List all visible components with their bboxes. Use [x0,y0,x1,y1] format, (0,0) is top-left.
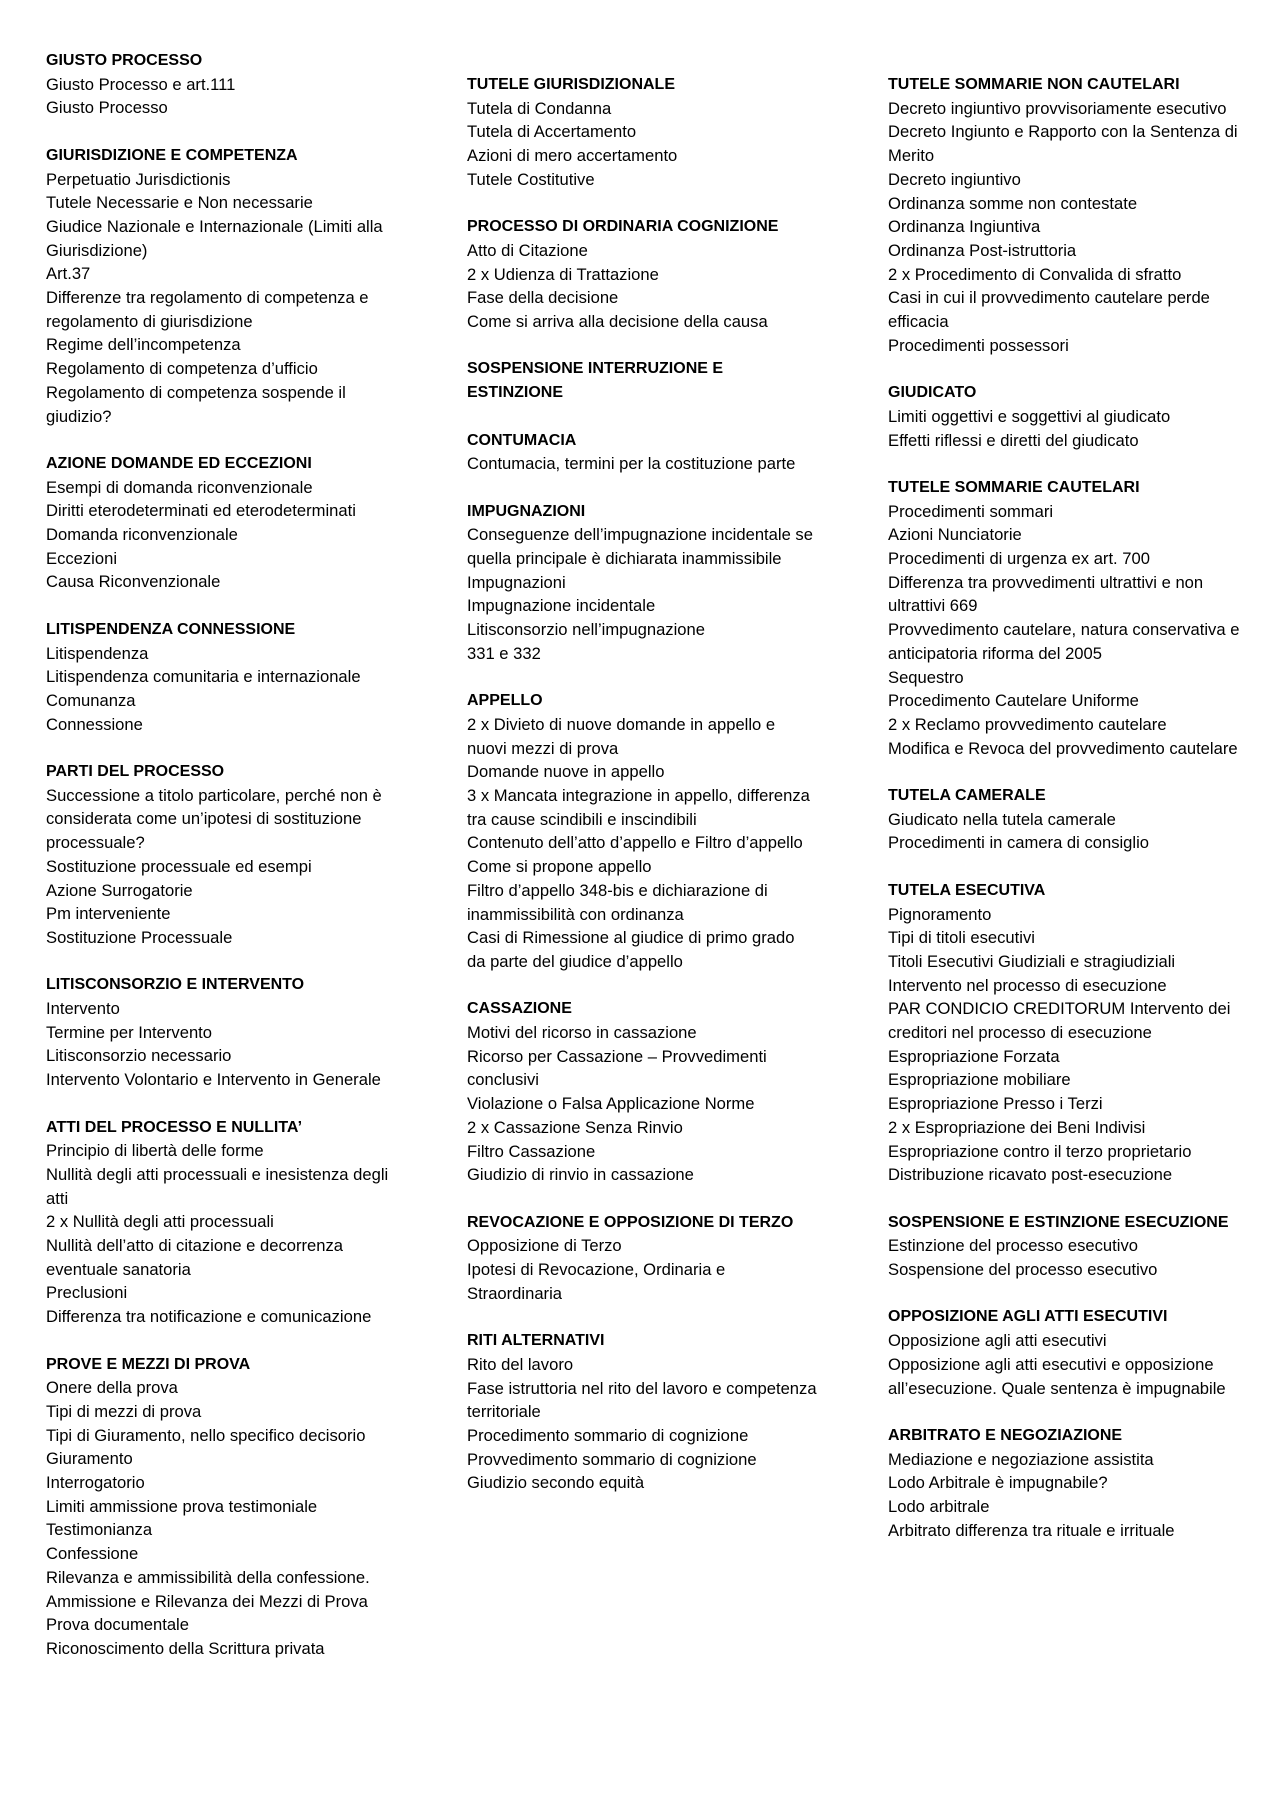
topic-item: Litisconsorzio nell’impugnazione [467,620,705,640]
topic-item: Azioni Nunciatorie [888,525,1022,545]
topic-item: Conseguenze dell’impugnazione incidentale se quella principale è dichiarata inammissibile [467,525,813,568]
topic-item: Giusto Processo e art.111 [46,74,236,94]
topic-item: Tutela di Condanna [467,98,612,118]
topic-list [467,1353,817,1495]
topic-item: Casi di Rimessione al giudice di primo grado da parte del giudice d’appello [467,928,795,971]
topic-item: Connessione [46,714,143,734]
topic-section [888,784,1250,855]
section-heading: GIUSTO PROCESSO [46,52,203,69]
topic-item: 2 x Cassazione Senza Rinvio [467,1117,683,1137]
topic-item: Atto di Citazione [467,240,588,260]
section-heading: ATTI DEL PROCESSO E NULLITA’ [46,1118,303,1136]
section-heading: GIUDICATO [888,384,977,402]
topic-item: Nullità dell’atto di citazione e decorrenza eventuale sanatoria [46,1236,344,1279]
topic-section [467,357,817,404]
topic-item: Preclusioni [46,1283,128,1303]
section-heading: PROVE E MEZZI DI PROVA [46,1355,251,1373]
topic-section [888,1305,1250,1400]
topic-item: Procedimenti possessori [888,335,1069,355]
topic-item: Esempi di domanda riconvenzionale [46,477,313,497]
topic-item: Onere della prova [46,1378,178,1398]
topic-item: Fase istruttoria nel rito del lavoro e competenza territoriale [467,1378,817,1422]
topic-item: Sostituzione Processuale [46,927,233,947]
topic-item: Sequestro [888,667,964,687]
section-heading: TUTELA CAMERALE [888,787,1046,805]
topic-item: Interrogatorio [46,1473,145,1493]
topic-item: Tutele Necessarie e Non necessarie [46,193,313,213]
section-heading: PROCESSO DI ORDINARIA COGNIZIONE [467,218,779,236]
topic-item: Filtro d’appello 348-bis e dichiarazione di inammissibilità con ordinanza [467,880,768,924]
topic-section [46,49,408,120]
column-2 [467,73,817,1519]
topic-item: Litisconsorzio necessario [46,1046,232,1066]
topic-item: Sostituzione processuale ed esempi [46,856,312,876]
topic-item: Giudizio secondo equità [467,1473,645,1493]
section-heading: TUTELE SOMMARIE NON CAUTELARI [888,76,1180,93]
topic-list [888,903,1250,1187]
topic-item: Procedimenti in camera di consiglio [888,833,1150,853]
topic-item: Come si arriva alla decisione della causa [467,312,768,332]
topic-item: Comunanza [46,690,136,710]
topic-item: Opposizione di Terzo [467,1236,622,1256]
section-heading: TUTELA ESECUTIVA [888,881,1046,899]
topic-item: Espropriazione Presso i Terzi [888,1094,1103,1114]
topic-item: Impugnazione incidentale [467,596,656,616]
topic-item: Provvedimento cautelare, natura conservativa e anticipatoria riforma del 2005 [888,620,1240,663]
topic-item: 331 e 332 [467,643,541,663]
topic-list [888,808,1250,855]
topic-list [467,1021,817,1187]
topic-list [46,784,408,950]
topic-section [467,1329,817,1495]
topic-item: Azione Surrogatorie [46,880,193,900]
topic-list [888,500,1250,761]
topic-item: Riconoscimento della Scrittura privata [46,1639,325,1658]
topic-item: Casi in cui il provvedimento cautelare perde efficacia [888,288,1210,332]
section-heading: LITISCONSORZIO E INTERVENTO [46,976,305,994]
topic-item: 2 x Udienza di Trattazione [467,264,659,284]
topic-item: 2 x Procedimento di Convalida di sfratto [888,264,1182,284]
topic-item: Limiti ammissione prova testimoniale [46,1496,318,1516]
topic-item: Procedimenti sommari [888,501,1054,521]
topic-list [467,523,817,665]
section-heading: SOSPENSIONE E ESTINZIONE ESECUZIONE [888,1213,1229,1231]
topic-section [46,760,408,950]
topic-item: Testimonianza [46,1520,153,1540]
topic-item: Ipotesi di Revocazione, Ordinaria e Straordinaria [467,1260,726,1303]
topic-item: Perpetuatio Jurisdictionis [46,169,231,189]
topic-section [888,381,1250,452]
topic-list [888,1329,1250,1400]
topic-item: Domanda riconvenzionale [46,525,238,545]
topic-section [467,689,817,973]
topic-list [46,476,408,595]
topic-item: Modifica e Revoca del provvedimento cautelare [888,738,1238,758]
topic-item: Procedimenti di urgenza ex art. 700 [888,549,1150,569]
topic-item: Pignoramento [888,904,992,924]
topic-item: Azioni di mero accertamento [467,146,678,166]
topic-item: Contumacia, termini per la costituzione parte [467,454,796,474]
topic-list [46,642,408,737]
topic-list [46,997,408,1092]
topic-item: Rilevanza e ammissibilità della confessione. [46,1567,370,1587]
topic-item: 2 x Espropriazione dei Beni Indivisi [888,1117,1146,1137]
topic-item: Sospensione del processo esecutivo [888,1260,1158,1280]
topic-list [46,168,408,429]
section-heading: APPELLO [467,692,543,710]
topic-item: Successione a titolo particolare, perché non è considerata come un’ipotesi di sostituzione processuale? [46,785,382,853]
section-heading: OPPOSIZIONE AGLI ATTI ESECUTIVI [888,1308,1168,1326]
topic-item: Arbitrato differenza tra rituale e irrituale [888,1520,1175,1540]
topic-item: Provvedimento sommario di cognizione [467,1449,757,1469]
topic-list [467,713,817,974]
topic-item: Tipi di Giuramento, nello specifico decisorio [46,1425,366,1445]
topic-item: Ricorso per Cassazione – Provvedimenti conclusivi [467,1046,767,1090]
topic-item: Ammissione e Rilevanza dei Mezzi di Prova [46,1591,368,1611]
section-heading: CONTUMACIA [467,431,577,449]
topic-item: Domande nuove in appello [467,762,665,782]
topic-item: Principio di libertà delle forme [46,1141,264,1161]
topic-section [46,452,408,594]
topic-item: Differenza tra notificazione e comunicazione [46,1307,372,1327]
topic-item: Distribuzione ricavato post-esecuzione [888,1165,1173,1185]
topic-item: 2 x Divieto di nuove domande in appello e nuovi mezzi di prova [467,714,776,758]
topic-list [46,73,408,120]
topic-item: Giusto Processo [46,98,168,118]
topic-item: Giudizio di rinvio in cassazione [467,1165,694,1185]
topic-item: Diritti eterodeterminati ed eterodeterminati [46,501,356,521]
topic-item: Giudice Nazionale e Internazionale (Limiti alla Giurisdizione) [46,216,383,260]
topic-section [467,215,817,334]
topic-item: Opposizione agli atti esecutivi [888,1331,1107,1351]
topic-item: Impugnazioni [467,572,566,592]
topic-section [467,997,817,1187]
section-heading: IMPUGNAZIONI [467,502,586,520]
topic-item: Regolamento di competenza d’ufficio [46,359,318,379]
topic-list [46,1376,408,1660]
topic-item: Filtro Cassazione [467,1141,596,1161]
topic-section [46,144,408,428]
topic-list [888,97,1250,358]
section-heading: PARTI DEL PROCESSO [46,763,225,781]
topic-item: Decreto Ingiunto e Rapporto con la Sentenza di Merito [888,122,1238,166]
topic-item: Come si propone appello [467,857,652,877]
topic-section [888,73,1250,357]
topic-item: 2 x Reclamo provvedimento cautelare [888,714,1167,734]
topic-section [467,73,817,192]
topic-item: Lodo Arbitrale è impugnabile? [888,1473,1108,1493]
topic-item: Limiti oggettivi e soggettivi al giudicato [888,406,1171,426]
topic-item: Regolamento di competenza sospende il giudizio? [46,382,346,426]
section-heading: SOSPENSIONE INTERRUZIONE E ESTINZIONE [467,360,724,402]
topic-item: Ordinanza Post-istruttoria [888,240,1077,260]
topic-item: PAR CONDICIO CREDITORUM Intervento dei creditori nel processo di esecuzione [888,999,1231,1043]
topic-item: Regime dell’incompetenza [46,335,241,355]
topic-list [467,1234,817,1305]
topic-item: Tutela di Accertamento [467,122,637,142]
section-heading: AZIONE DOMANDE ED ECCEZIONI [46,454,312,472]
topic-item: Espropriazione contro il terzo proprietario [888,1141,1192,1161]
section-heading: CASSAZIONE [467,1000,572,1018]
topic-item: Art.37 [46,264,91,284]
topic-list [467,452,817,476]
topic-item: Opposizione agli atti esecutivi e opposizione all’esecuzione. Quale sentenza è impugnabile [888,1354,1226,1398]
topic-list [888,405,1250,452]
topic-item: Eccezioni [46,548,118,568]
topic-item: Decreto ingiuntivo [888,169,1021,189]
topic-item: Lodo arbitrale [888,1497,990,1517]
topic-item: Effetti riflessi e diretti del giudicato [888,430,1139,450]
topic-section [888,1424,1250,1543]
topic-item: Titoli Esecutivi Giudiziali e stragiudiziali [888,951,1176,971]
topic-section [46,973,408,1092]
topic-item: Giudicato nella tutela camerale [888,809,1116,829]
topic-item: Confessione [46,1544,139,1564]
topic-item: Ordinanza somme non contestate [888,193,1138,213]
topic-section [888,476,1250,760]
topic-item: Nullità degli atti processuali e inesistenza degli atti [46,1164,389,1208]
section-heading: GIURISDIZIONE E COMPETENZA [46,146,298,164]
topic-item: Differenza tra provvedimenti ultrattivi e non ultrattivi 669 [888,572,1204,616]
section-heading: TUTELE SOMMARIE CAUTELARI [888,478,1140,496]
topic-section [467,500,817,666]
topic-item: Tipi di mezzi di prova [46,1401,202,1421]
topic-item: Decreto ingiuntivo provvisoriamente esecutivo [888,98,1227,118]
topic-item: Espropriazione mobiliare [888,1070,1071,1090]
topic-item: Espropriazione Forzata [888,1046,1060,1066]
topic-item: 3 x Mancata integrazione in appello, differenza tra cause scindibili e inscindibili [467,786,810,829]
topic-item: Tutele Costitutive [467,169,595,189]
topic-item: Tipi di titoli esecutivi [888,928,1035,948]
topic-item: Causa Riconvenzionale [46,572,221,592]
topic-list [46,1139,408,1329]
section-heading: REVOCAZIONE E OPPOSIZIONE DI TERZO [467,1213,794,1231]
topic-list [467,97,817,192]
topic-item: Contenuto dell’atto d’appello e Filtro d’appello [467,833,803,853]
topic-section [888,879,1250,1187]
topic-list [467,239,817,334]
topic-section [467,1211,817,1306]
topic-item: Fase della decisione [467,288,619,308]
section-heading: RITI ALTERNATIVI [467,1332,605,1350]
topic-item: Rito del lavoro [467,1354,574,1374]
section-heading: LITISPENDENZA CONNESSIONE [46,620,296,638]
topic-section [467,429,817,476]
section-heading: ARBITRATO E NEGOZIAZIONE [888,1426,1123,1444]
section-heading: TUTELE GIURISDIZIONALE [467,76,675,93]
topic-item: Litispendenza [46,643,149,663]
column-1 [46,49,408,1684]
topic-item: Intervento [46,999,120,1019]
topic-item: Differenze tra regolamento di competenza e regolamento di giurisdizione [46,288,369,331]
topic-list [888,1448,1250,1543]
topic-section [46,1353,408,1661]
topic-item: Violazione o Falsa Applicazione Norme [467,1094,755,1114]
topic-item: Pm interveniente [46,904,171,924]
topic-item: Procedimento Cautelare Uniforme [888,691,1139,711]
column-3 [888,73,1250,1566]
topic-item: Intervento Volontario e Intervento in Generale [46,1070,381,1090]
topic-item: 2 x Nullità degli atti processuali [46,1212,274,1232]
topic-item: Intervento nel processo di esecuzione [888,975,1167,995]
topic-section [888,1211,1250,1282]
topic-item: Ordinanza Ingiuntiva [888,217,1041,237]
topic-item: Prova documentale [46,1615,189,1635]
topic-item: Motivi del ricorso in cassazione [467,1023,697,1043]
topic-section [46,618,408,737]
topic-item: Procedimento sommario di cognizione [467,1425,749,1445]
topic-item: Estinzione del processo esecutivo [888,1236,1138,1256]
topic-list [888,1234,1250,1281]
topic-item: Mediazione e negoziazione assistita [888,1449,1154,1469]
topic-section [46,1116,408,1329]
topic-item: Giuramento [46,1449,133,1469]
topic-item: Termine per Intervento [46,1022,213,1042]
topic-item: Litispendenza comunitaria e internazionale [46,667,361,687]
